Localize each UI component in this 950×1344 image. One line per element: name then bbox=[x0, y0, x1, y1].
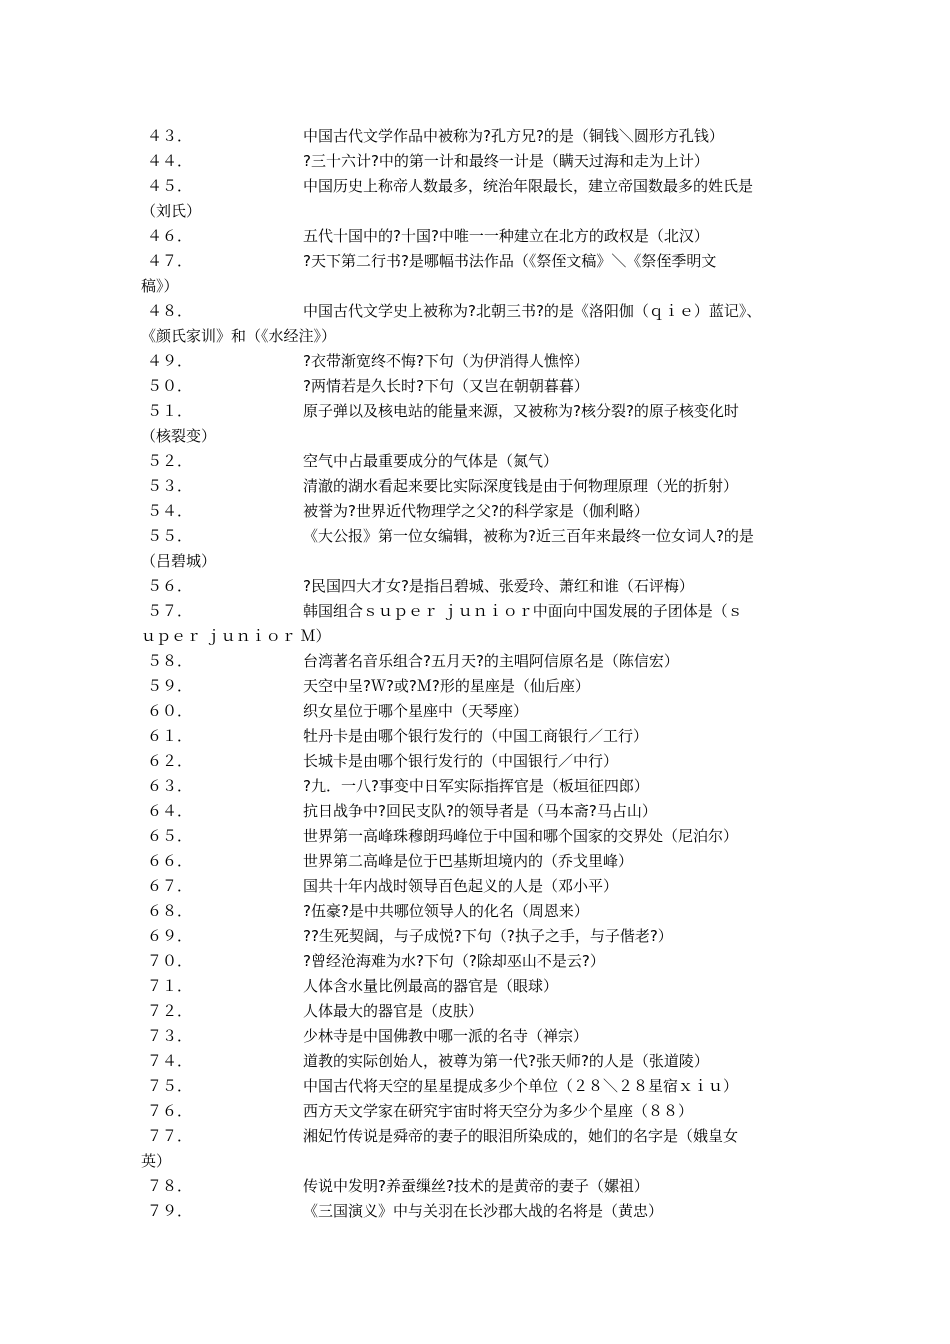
item-number: ４８． bbox=[147, 302, 193, 320]
item-number: ５５． bbox=[147, 527, 193, 545]
item-text: ?伍豪?是中共哪位领导人的化名（周恩来） bbox=[303, 902, 589, 920]
item-text: 中国古代将天空的星星提成多少个单位（２８＼２８星宿ｘｉｕ） bbox=[303, 1077, 739, 1095]
item-number: ７２． bbox=[147, 1002, 193, 1020]
item-text: 被誉为?世界近代物理学之父?的科学家是（伽利略） bbox=[303, 502, 649, 520]
item-number: ５３． bbox=[147, 477, 193, 495]
item-text: ?民国四大才女?是指吕碧城、张爱玲、萧红和谁（石评梅） bbox=[303, 577, 694, 595]
item-text-continuation: ｕｐｅｒ ｊｕｎｉｏｒ Ｍ） bbox=[141, 627, 331, 645]
item-text-continuation: （核裂变） bbox=[141, 427, 217, 445]
item-number: ５６． bbox=[147, 577, 193, 595]
item-number: ６０． bbox=[147, 702, 193, 720]
item-number: ７７． bbox=[147, 1127, 193, 1145]
item-text: 世界第二高峰是位于巴基斯坦境内的（乔戈里峰） bbox=[303, 852, 634, 870]
item-text: ?曾经沧海难为水?下句（?除却巫山不是云?） bbox=[303, 952, 605, 970]
item-text: 国共十年内战时领导百色起义的人是（邓小平） bbox=[303, 877, 619, 895]
item-text: 原子弹以及核电站的能量来源，又被称为?核分裂?的原子核变化时 bbox=[303, 402, 739, 420]
item-text: 抗日战争中?回民支队?的领导者是（马本斋?马占山） bbox=[303, 802, 657, 820]
item-number: ６８． bbox=[147, 902, 193, 920]
item-text-continuation: （吕碧城） bbox=[141, 552, 217, 570]
item-number: ５０． bbox=[147, 377, 193, 395]
item-number: ４６． bbox=[147, 227, 193, 245]
item-number: ４３． bbox=[147, 127, 193, 145]
item-text: 台湾著名音乐组合?五月天?的主唱阿信原名是（陈信宏） bbox=[303, 652, 679, 670]
item-text-continuation: 稿》） bbox=[141, 277, 179, 295]
item-number: ５１． bbox=[147, 402, 193, 420]
item-text: 中国古代文学史上被称为?北朝三书?的是《洛阳伽（ｑｉｅ）蓝记》、 bbox=[303, 302, 762, 320]
item-number: ４９． bbox=[147, 352, 193, 370]
item-text: 《大公报》第一位女编辑，被称为?近三百年来最终一位女词人?的是 bbox=[303, 527, 754, 545]
item-number: ７３． bbox=[147, 1027, 193, 1045]
item-number: ６６． bbox=[147, 852, 193, 870]
item-text-continuation: （刘氏） bbox=[141, 202, 202, 220]
item-number: ７８． bbox=[147, 1177, 193, 1195]
item-text: 西方天文学家在研究宇宙时将天空分为多少个星座（８８） bbox=[303, 1102, 694, 1120]
item-text: 空气中占最重要成分的气体是（氮气） bbox=[303, 452, 559, 470]
item-number: ６５． bbox=[147, 827, 193, 845]
item-text: 中国古代文学作品中被称为?孔方兄?的是（铜钱＼圆形方孔钱） bbox=[303, 127, 724, 145]
item-text-continuation: 英） bbox=[141, 1152, 172, 1170]
item-number: ５８． bbox=[147, 652, 193, 670]
item-number: ５２． bbox=[147, 452, 193, 470]
item-text: 长城卡是由哪个银行发行的（中国银行／中行） bbox=[303, 752, 619, 770]
item-number: ６２． bbox=[147, 752, 193, 770]
item-number: ７５． bbox=[147, 1077, 193, 1095]
item-text: 五代十国中的?十国?中唯一一种建立在北方的政权是（北汉） bbox=[303, 227, 709, 245]
item-number: ６３． bbox=[147, 777, 193, 795]
item-text-continuation: 《颜氏家训》和（《水经注》） bbox=[141, 327, 337, 345]
item-text: 传说中发明?养蚕缫丝?技术的是黄帝的妻子（嫘祖） bbox=[303, 1177, 649, 1195]
item-text: 《三国演义》中与关羽在长沙郡大战的名将是（黄忠） bbox=[303, 1202, 664, 1220]
item-number: ７６． bbox=[147, 1102, 193, 1120]
item-number: ７４． bbox=[147, 1052, 193, 1070]
item-text: ?三十六计?中的第一计和最终一计是（瞒天过海和走为上计） bbox=[303, 152, 709, 170]
item-text: 湘妃竹传说是舜帝的妻子的眼泪所染成的，她们的名字是（娥皇女 bbox=[303, 1127, 739, 1145]
item-number: ６７． bbox=[147, 877, 193, 895]
item-text: 织女星位于哪个星座中（天琴座） bbox=[303, 702, 529, 720]
item-number: ６４． bbox=[147, 802, 193, 820]
item-text: ?衣带渐宽终不悔?下句（为伊消得人憔悴） bbox=[303, 352, 589, 370]
item-text: 天空中呈?Ｗ?或?Ｍ?形的星座是（仙后座） bbox=[303, 677, 590, 695]
item-number: ７１． bbox=[147, 977, 193, 995]
item-text: 清澈的湖水看起来要比实际深度钱是由于何物理原理（光的折射） bbox=[303, 477, 739, 495]
item-text: ??生死契阔，与子成悦?下句（?执子之手，与子偕老?） bbox=[303, 927, 673, 945]
item-number: ７９． bbox=[147, 1202, 193, 1220]
item-number: ５４． bbox=[147, 502, 193, 520]
item-text: ?两情若是久长时?下句（又岂在朝朝暮暮） bbox=[303, 377, 589, 395]
item-text: 人体最大的器官是（皮肤） bbox=[303, 1002, 484, 1020]
item-text: 人体含水量比例最高的器官是（眼球） bbox=[303, 977, 559, 995]
item-number: ４７． bbox=[147, 252, 193, 270]
item-text: ?天下第二行书?是哪幅书法作品（《祭侄文稿》＼《祭侄季明文 bbox=[303, 252, 717, 270]
item-number: ５７． bbox=[147, 602, 193, 620]
item-text: 牡丹卡是由哪个银行发行的（中国工商银行／工行） bbox=[303, 727, 649, 745]
item-text: 道教的实际创始人，被尊为第一代?张天师?的人是（张道陵） bbox=[303, 1052, 709, 1070]
item-number: ６１． bbox=[147, 727, 193, 745]
item-text: 韩国组合ｓｕｐｅｒ ｊｕｎｉｏｒ中面向中国发展的子团体是（ｓ bbox=[303, 602, 743, 620]
item-number: ４５． bbox=[147, 177, 193, 195]
item-number: ５９． bbox=[147, 677, 193, 695]
item-number: ７０． bbox=[147, 952, 193, 970]
item-text: 中国历史上称帝人数最多，统治年限最长，建立帝国数最多的姓氏是 bbox=[303, 177, 754, 195]
item-text: 少林寺是中国佛教中哪一派的名寺（禅宗） bbox=[303, 1027, 589, 1045]
item-text: 世界第一高峰珠穆朗玛峰位于中国和哪个国家的交界处（尼泊尔） bbox=[303, 827, 739, 845]
item-text: ?九．一八?事变中日军实际指挥官是（板垣征四郎） bbox=[303, 777, 649, 795]
item-number: ６９． bbox=[147, 927, 193, 945]
item-number: ４４． bbox=[147, 152, 193, 170]
